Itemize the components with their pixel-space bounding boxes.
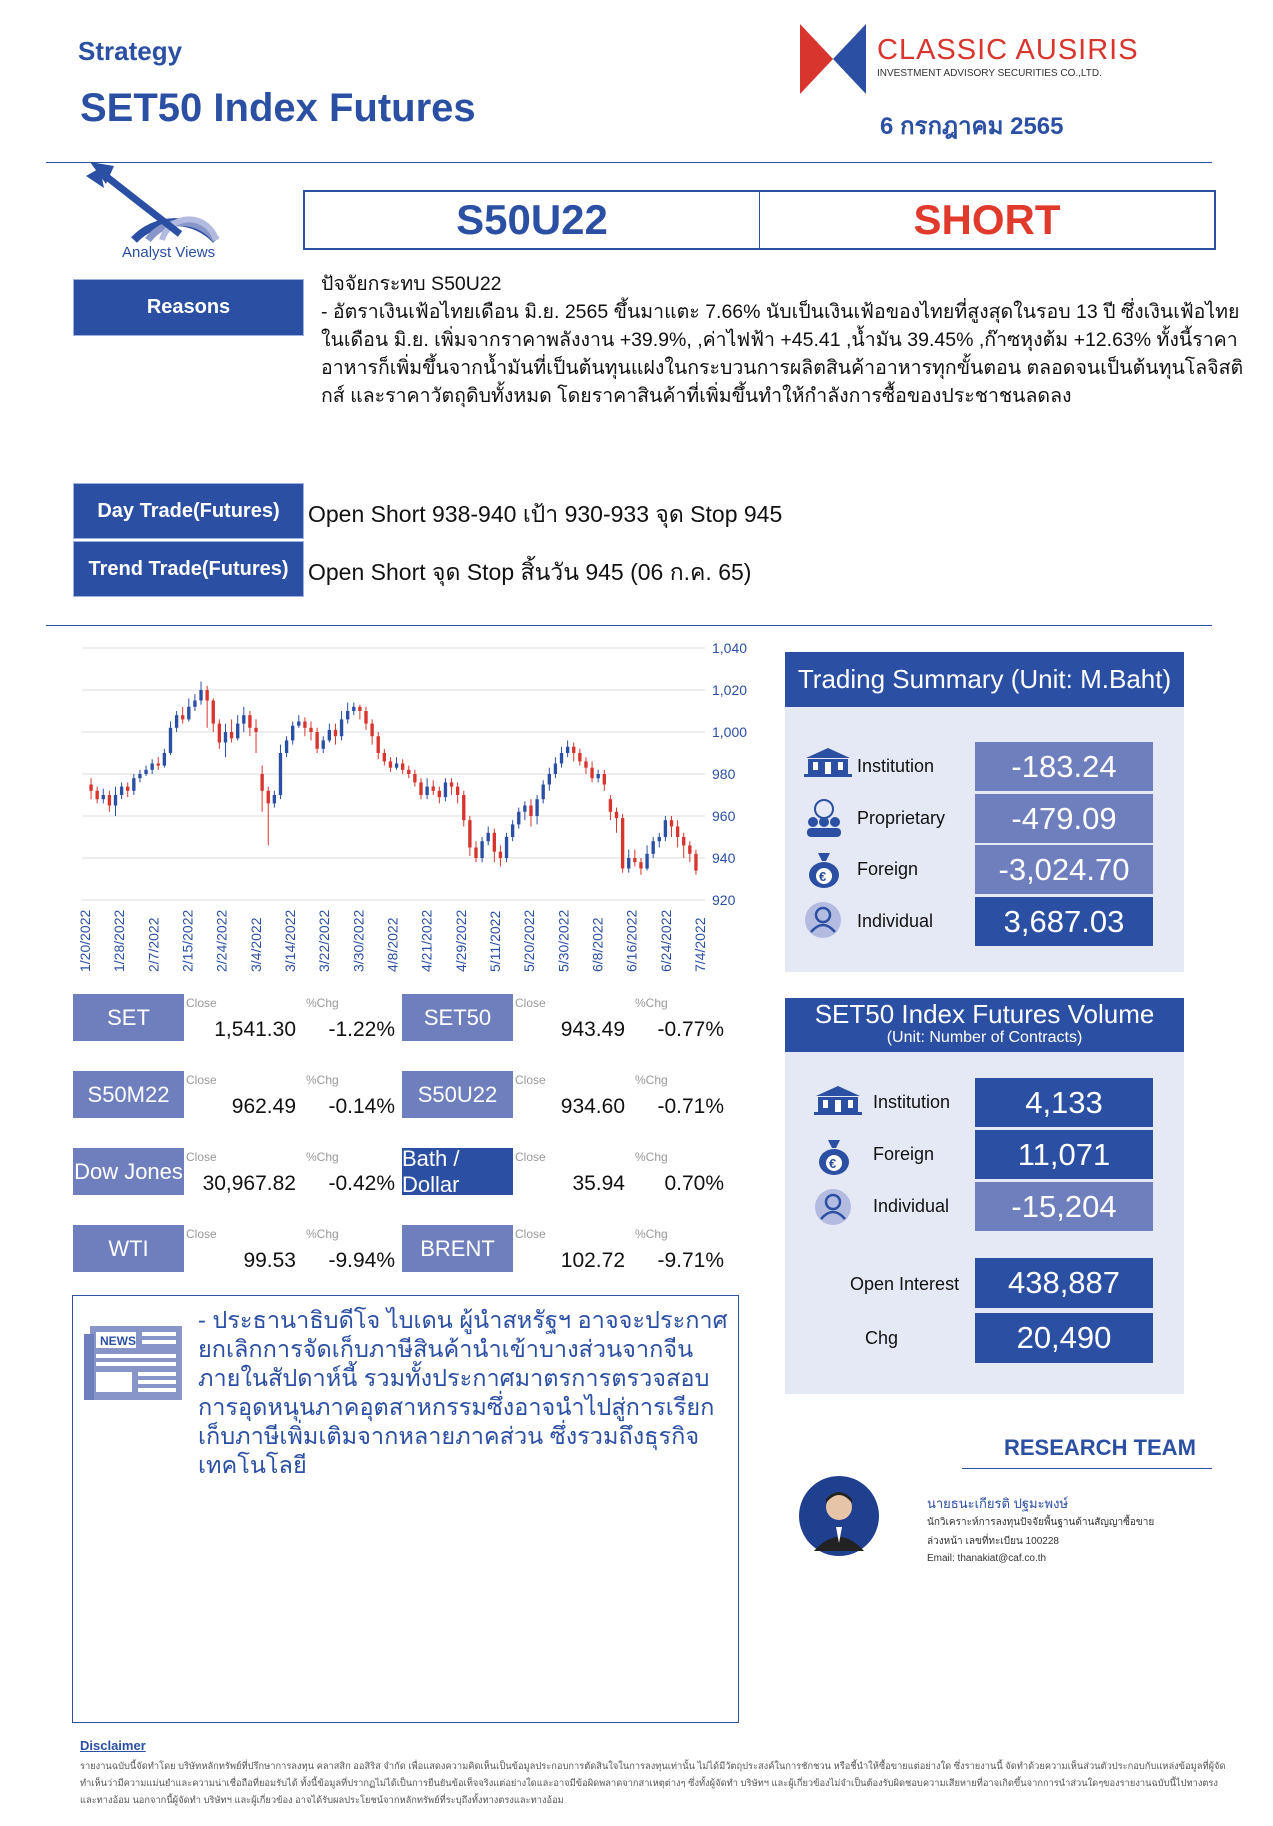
quote-name: WTI	[73, 1225, 184, 1272]
proprietary-group-icon	[804, 798, 844, 843]
quote-chg-label: %Chg	[306, 996, 339, 1010]
quote-close-label: Close	[186, 1150, 217, 1164]
candle-body	[224, 732, 227, 743]
report-date: 6 กรกฎาคม 2565	[880, 113, 1064, 140]
news-icon	[84, 1322, 186, 1404]
candle-body	[285, 740, 288, 753]
candle-body	[364, 711, 367, 724]
candle-body	[425, 787, 428, 795]
candle-body	[309, 728, 312, 732]
candle-body	[597, 774, 600, 778]
quote-close-label: Close	[515, 1150, 546, 1164]
open-interest-label: Open Interest	[850, 1274, 960, 1294]
individual-person-icon	[814, 1188, 852, 1231]
candle-body	[175, 715, 178, 728]
candle-body	[340, 719, 343, 736]
candle-body	[297, 722, 300, 726]
section-divider	[46, 625, 1212, 626]
candle-body	[163, 753, 166, 766]
trading-summary-value: -183.24	[975, 742, 1153, 791]
candle-body	[523, 806, 526, 812]
trading-summary-label: Proprietary	[857, 808, 946, 828]
x-tick-label: 3/30/2022	[350, 909, 367, 972]
analyst-email: Email: thanakiat@caf.co.th	[927, 1553, 1047, 1564]
candle-body	[150, 764, 153, 770]
candle-body	[322, 740, 325, 748]
quote-close-label: Close	[515, 996, 546, 1010]
x-tick-label: 3/22/2022	[316, 909, 333, 972]
futures-volume-value: -15,204	[975, 1182, 1153, 1231]
quote-close-value: 943.49	[560, 1018, 625, 1041]
x-tick-label: 3/4/2022	[247, 917, 264, 972]
quote-name: SET	[73, 994, 184, 1041]
x-tick-label: 7/4/2022	[692, 917, 708, 972]
trading-summary-title: Trading Summary (Unit: M.Baht)	[785, 652, 1184, 707]
candle-body	[603, 774, 606, 785]
candle-body	[303, 722, 306, 728]
reasons-text: - อัตราเงินเฟ้อไทยเดือน มิ.ย. 2565 ขึ้นมาแตะ 7.66% นับเป็นเงินเฟ้อของไทยที่สูงสุดในรอบ 13 ปี ซึ่งเงินเฟ้อไทยในเดือน มิ.ย. เพิ่มจากราคาพลังงาน +39.9%, ,ค่าไฟฟ้า +45.41 ,น้ำมัน 39.45% ,ก๊าซหุงต้ม +12.63% ทั้งนี้ราคาอาหารก็เพิ่มขึ้นจากน้ำมันที่เป็นต้นทุนแฝงในกระบวนการผลิตสินค้าอาหารทุกขั้นตอน ตลอดจนเป็นต้นทุนโลจิสติกส์ และราคาวัตถุดิบทั้งหมด โดยราคาสินค้าที่เพิ่มขึ้นทำให้กำลังการซื้อของประชาชนลดลง	[321, 301, 1244, 407]
candle-body	[108, 795, 111, 806]
x-tick-label: 2/24/2022	[213, 909, 230, 972]
candle-body	[462, 795, 465, 820]
candle-body	[132, 778, 135, 791]
quote-chg-value: -0.42%	[328, 1172, 395, 1195]
candle-body	[670, 820, 673, 826]
x-tick-label: 3/14/2022	[282, 909, 298, 972]
quote-chg-value: -9.71%	[657, 1249, 724, 1272]
quote-chg-label: %Chg	[635, 1150, 668, 1164]
candle-body	[615, 812, 618, 818]
candle-body	[590, 768, 593, 779]
futures-volume-subtitle: (Unit: Number of Contracts)	[886, 1029, 1083, 1046]
candle-body	[157, 764, 160, 766]
quote-close-label: Close	[186, 996, 217, 1010]
y-tick-label: 960	[712, 808, 736, 824]
candle-body	[645, 854, 648, 869]
futures-volume-value: 4,133	[975, 1078, 1153, 1127]
candle-body	[639, 862, 642, 868]
day-trade-label: Day Trade(Futures)	[73, 483, 304, 539]
candle-body	[554, 764, 557, 775]
quote-chg-label: %Chg	[306, 1227, 339, 1241]
x-tick-label: 2/7/2022	[145, 917, 162, 972]
candle-body	[315, 732, 318, 749]
x-tick-label: 5/11/2022	[487, 910, 503, 972]
brand-name: CLASSIC AUSIRIS	[877, 34, 1139, 66]
futures-volume-title: SET50 Index Futures Volume	[814, 999, 1155, 1029]
candle-body	[352, 707, 355, 711]
candle-body	[126, 787, 129, 791]
foreign-money-bag-icon	[814, 1136, 854, 1181]
candle-body	[535, 799, 538, 816]
quote-name: Bath / Dollar	[402, 1148, 513, 1195]
quote-name: Dow Jones	[73, 1148, 184, 1195]
trend-trade-label: Trend Trade(Futures)	[73, 541, 304, 597]
candle-body	[169, 728, 172, 753]
brand-logo-icon	[800, 24, 866, 94]
candle-body	[627, 858, 630, 869]
quote-close-value: 934.60	[560, 1095, 625, 1118]
candle-body	[511, 824, 514, 837]
strategy-label: Strategy	[78, 36, 183, 66]
candle-body	[413, 774, 416, 782]
candle-body	[114, 795, 117, 806]
trading-summary-label: Foreign	[857, 859, 919, 879]
y-tick-label: 940	[712, 850, 736, 866]
trading-summary-value: -479.09	[975, 794, 1153, 843]
trading-summary-value: 3,687.03	[975, 897, 1153, 946]
trading-summary-value: -3,024.70	[975, 845, 1153, 894]
x-tick-label: 6/16/2022	[623, 909, 640, 972]
candle-body	[438, 791, 441, 797]
candle-body	[487, 833, 490, 841]
research-team-label: RESEARCH TEAM	[1004, 1435, 1196, 1460]
quote-chg-label: %Chg	[635, 1073, 668, 1087]
candle-body	[480, 841, 483, 858]
disclaimer-heading: Disclaimer	[80, 1738, 146, 1753]
candle-body	[144, 770, 147, 774]
quote-chg-value: -9.94%	[328, 1249, 395, 1272]
quote-close-label: Close	[186, 1073, 217, 1087]
candle-body	[542, 785, 545, 800]
candle-body	[566, 747, 569, 753]
candle-body	[102, 795, 105, 799]
quote-name: S50U22	[402, 1071, 513, 1118]
candle-body	[138, 774, 141, 778]
candle-body	[407, 770, 410, 774]
position-direction: SHORT	[913, 196, 1061, 243]
y-tick-label: 1,000	[712, 724, 748, 740]
news-icon-label: NEWS	[100, 1334, 136, 1348]
candle-body	[456, 787, 459, 795]
news-text: - ประธานาธิบดีโจ ไบเดน ผู้นำสหรัฐฯ อาจจะประกาศยกเลิกการจัดเก็บภาษีสินค้านำเข้าบางส่วนจากจีนภายในสัปดาห์นี้ รวมทั้งประกาศมาตรการตรวจสอบการอุดหนุนภาคอุตสาหกรรมซึ่งอาจนำไปสู่การเรียกเก็บภาษีเพิ่มเติมจากหลายภาคส่วน ซึ่งรวมถึงธุรกิจเทคโนโลยี	[198, 1307, 728, 1478]
quote-chg-label: %Chg	[306, 1073, 339, 1087]
candle-body	[267, 791, 270, 804]
quote-close-value: 99.53	[243, 1249, 296, 1272]
y-tick-label: 980	[712, 766, 736, 782]
candle-body	[346, 711, 349, 719]
candle-body	[432, 787, 435, 791]
candle-body	[664, 820, 667, 837]
x-tick-label: 4/29/2022	[452, 909, 469, 972]
candle-body	[584, 761, 587, 767]
candle-body	[389, 761, 392, 767]
candle-body	[676, 827, 679, 838]
quote-close-label: Close	[515, 1073, 546, 1087]
candle-body	[218, 724, 221, 743]
candle-body	[548, 774, 551, 785]
y-tick-label: 1,040	[712, 640, 748, 656]
candle-body	[242, 715, 245, 723]
day-trade-text: Open Short 938-940 เป้า 930-933 จุด Stop 945	[308, 501, 783, 527]
svg-text:€: €	[829, 1156, 837, 1171]
y-tick-label: 920	[712, 892, 736, 908]
trend-trade-text: Open Short จุด Stop สิ้นวัน 945 (06 ก.ค. 65)	[308, 559, 752, 585]
analyst-license: ล่วงหน้า เลขที่ทะเบียน 100228	[927, 1536, 1059, 1547]
candle-body	[517, 812, 520, 825]
candle-body	[560, 753, 563, 764]
candle-body	[529, 806, 532, 817]
y-tick-label: 1,020	[712, 682, 748, 698]
oi-chg-label: Chg	[865, 1328, 899, 1348]
candle-body	[609, 799, 612, 812]
trading-summary-label: Institution	[857, 756, 935, 776]
candle-body	[89, 785, 92, 791]
candle-body	[401, 764, 404, 770]
quote-chg-value: -0.77%	[657, 1018, 724, 1041]
candle-body	[236, 724, 239, 739]
candle-body	[370, 724, 373, 737]
institution-building-icon	[814, 1084, 862, 1121]
candle-body	[95, 791, 98, 799]
candle-body	[468, 820, 471, 847]
x-tick-label: 5/30/2022	[555, 909, 572, 972]
quote-close-value: 1,541.30	[214, 1018, 296, 1041]
candle-body	[279, 753, 282, 795]
x-tick-label: 5/20/2022	[521, 909, 538, 972]
candle-body	[358, 707, 361, 711]
candle-body	[230, 732, 233, 738]
reasons-body	[321, 270, 1246, 410]
candle-body	[291, 726, 294, 741]
futures-volume-label: Individual	[873, 1196, 950, 1216]
quote-chg-label: %Chg	[635, 996, 668, 1010]
institution-building-icon	[804, 746, 852, 783]
candle-body	[505, 837, 508, 858]
candle-body	[120, 787, 123, 795]
x-tick-label: 1/20/2022	[77, 909, 93, 972]
futures-volume-value: 11,071	[975, 1130, 1153, 1179]
candle-body	[633, 858, 636, 862]
open-interest-value: 438,887	[975, 1258, 1153, 1308]
candle-body	[254, 728, 257, 732]
candle-body	[199, 690, 202, 701]
research-divider	[962, 1468, 1212, 1469]
quote-name: S50M22	[73, 1071, 184, 1118]
x-tick-label: 6/24/2022	[657, 909, 674, 972]
candle-body	[578, 753, 581, 761]
quote-chg-value: -0.71%	[657, 1095, 724, 1118]
analyst-role: นักวิเคราะห์การลงทุนปัจจัยพื้นฐานด้านสัญญาซื้อขาย	[927, 1517, 1155, 1528]
x-tick-label: 4/8/2022	[384, 917, 401, 972]
candle-body	[419, 782, 422, 795]
candle-body	[248, 715, 251, 728]
quote-close-label: Close	[515, 1227, 546, 1241]
quote-chg-value: -0.14%	[328, 1095, 395, 1118]
x-tick-label: 2/15/2022	[179, 909, 196, 972]
quote-chg-label: %Chg	[306, 1150, 339, 1164]
foreign-money-bag-icon	[804, 849, 844, 894]
position-box	[303, 190, 1216, 250]
x-tick-label: 4/21/2022	[418, 909, 435, 972]
candle-body	[377, 736, 380, 753]
quote-close-value: 30,967.82	[202, 1172, 296, 1195]
svg-text:€: €	[819, 869, 827, 884]
disclaimer-text: รายงานฉบับนี้จัดทำโดย บริษัทหลักทรัพย์ที่ปรึกษาการลงทุน คลาสสิก ออสิริส จำกัด เพื่อแสดงความคิดเห็นเป็นข้อมูลประกอบการตัดสินใจในการลงทุนเท่านั้น ไม่ได้มีวัตถุประสงค์ในการชักชวน หรือชี้นำให้ซื้อขายแต่อย่างใด ซึ่งรายงานนี้ จัดทำด้วยความเห็นส่วนตัวประกอบกับแหล่งข้อมูลที่ผู้จัดทำเห็นว่ามีความแม่นยำและความน่าเชื่อถือที่ยอมรับได้ ทั้งนี้ข้อมูลที่ปรากฏไม่ได้เป็นการยืนยันข้อเท็จจริงแต่อย่างใดและอาจมีข้อผิดพลาดจากสาเหตุต่างๆ ซึ่งทั้งผู้จัดทำ บริษัทฯ และผู้เกี่ยวข้องไม่จำเป็นต้องรับผิดชอบความเสียหายที่อาจเกิดขึ้นจากการนำส่วนใดๆของรายงานฉบับนี้ไปทางตรงและทางอ้อม นอกจากนี้ผู้จัดทำ บริษัทฯ และผู้เกี่ยวข้อง อาจได้รับผลประโยชน์จากหลักทรัพย์ที่ระบุถึงทั้งทางตรงและทางอ้อม	[80, 1761, 1226, 1805]
candle-body	[212, 701, 215, 724]
page-title: SET50 Index Futures	[80, 86, 476, 130]
candle-body	[193, 701, 196, 707]
quote-close-value: 962.49	[231, 1095, 296, 1118]
reasons-heading: ปัจจัยกระทบ S50U22	[321, 273, 502, 295]
quote-chg-value: -1.22%	[328, 1018, 395, 1041]
quote-chg-value: 0.70%	[664, 1172, 724, 1195]
candle-body	[205, 690, 208, 701]
candle-body	[474, 848, 477, 859]
candle-body	[572, 747, 575, 753]
candle-body	[493, 833, 496, 852]
futures-volume-label: Institution	[873, 1092, 951, 1112]
analyst-views-label: Analyst Views	[122, 244, 216, 261]
candle-body	[181, 715, 184, 719]
quote-close-value: 102.72	[560, 1249, 625, 1272]
oi-chg-value: 20,490	[975, 1313, 1153, 1363]
analyst-name: นายธนะเกียรติ ปฐมะพงษ์	[927, 1496, 1069, 1511]
candle-body	[328, 730, 331, 741]
quote-name: SET50	[402, 994, 513, 1041]
analyst-avatar	[798, 1475, 880, 1557]
candle-body	[688, 845, 691, 853]
x-tick-label: 1/28/2022	[111, 909, 128, 972]
candle-body	[694, 854, 697, 871]
candle-body	[334, 730, 337, 736]
candle-body	[499, 852, 502, 858]
quote-name: BRENT	[402, 1225, 513, 1272]
candle-body	[682, 837, 685, 845]
trading-summary-label: Individual	[857, 911, 934, 931]
x-tick-label: 6/8/2022	[589, 917, 606, 972]
candle-body	[383, 753, 386, 761]
individual-person-icon	[804, 901, 842, 944]
candle-body	[273, 795, 276, 803]
candle-body	[658, 837, 661, 841]
brand-subtitle: INVESTMENT ADVISORY SECURITIES CO.,LTD.	[877, 68, 1102, 79]
futures-volume-header	[785, 998, 1184, 1052]
position-contract: S50U22	[305, 192, 760, 248]
quote-close-label: Close	[186, 1227, 217, 1241]
candle-body	[651, 841, 654, 854]
quote-chg-label: %Chg	[635, 1227, 668, 1241]
candle-body	[395, 764, 398, 768]
candlestick-chart	[70, 632, 790, 987]
candle-body	[621, 818, 624, 868]
candle-body	[260, 774, 263, 791]
reasons-label: Reasons	[73, 279, 304, 336]
candle-body	[444, 782, 447, 797]
candle-body	[187, 707, 190, 720]
quote-close-value: 35.94	[572, 1172, 625, 1195]
futures-volume-label: Foreign	[873, 1144, 935, 1164]
candle-body	[450, 782, 453, 786]
